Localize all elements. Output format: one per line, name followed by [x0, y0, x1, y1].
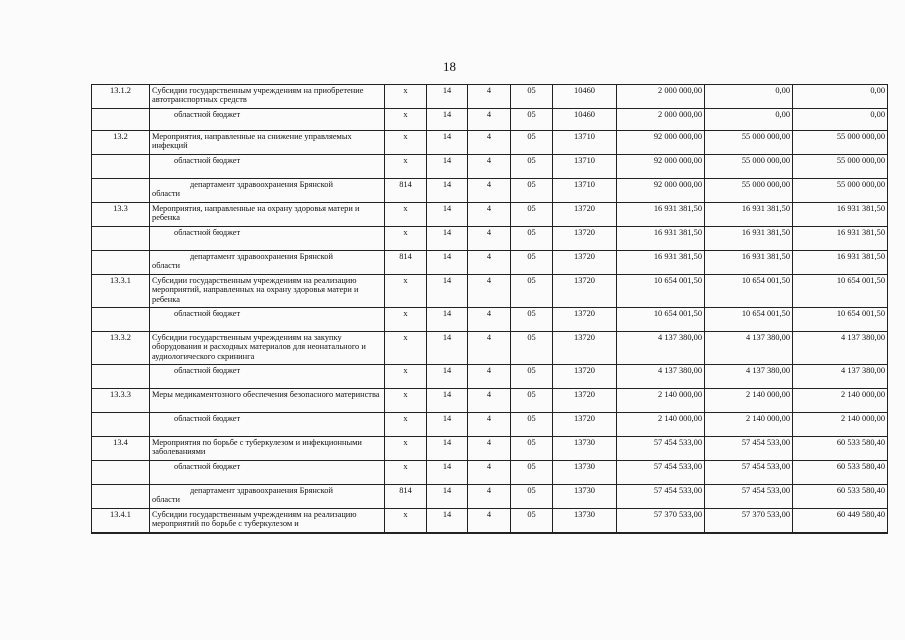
amount-year3: 4 137 380,00: [793, 365, 888, 389]
row-number: [92, 109, 150, 131]
amount-year3: 10 654 001,50: [793, 275, 888, 308]
row-name-text: областной бюджет: [174, 309, 241, 318]
subsection-code: 4: [468, 109, 511, 131]
kvsr-code: x: [385, 332, 427, 365]
table-row: [92, 509, 888, 534]
row-name: [150, 413, 385, 437]
row-name: [150, 85, 385, 109]
kvsr-code: x: [385, 109, 427, 131]
row-number: [92, 365, 150, 389]
amount-year3: 60 533 580,40: [793, 461, 888, 485]
row-name: [150, 332, 385, 365]
target-code: 05: [511, 413, 553, 437]
expense-code: 13720: [553, 332, 617, 365]
amount-year3: 55 000 000,00: [793, 131, 888, 155]
amount-year2: 2 140 000,00: [705, 413, 793, 437]
subsection-code: 4: [468, 227, 511, 251]
row-name-text: Субсидии государственным учреждениям на приобретение автотранспортных средств: [152, 86, 364, 105]
subsection-code: 4: [468, 131, 511, 155]
row-number: [92, 485, 150, 509]
amount-year3: 60 533 580,40: [793, 437, 888, 461]
table-row: [92, 131, 888, 155]
row-name-text: Субсидии государственным учреждениям на реализацию мероприятий по борьбе с туберкулезом и: [152, 510, 357, 529]
amount-year1: 16 931 381,50: [617, 251, 705, 275]
budget-table: [91, 84, 888, 534]
row-number: [92, 308, 150, 332]
expense-code: 13720: [553, 365, 617, 389]
amount-year2: 55 000 000,00: [705, 155, 793, 179]
target-code: 05: [511, 85, 553, 109]
kvsr-code: x: [385, 308, 427, 332]
expense-code: 13720: [553, 308, 617, 332]
amount-year1: 92 000 000,00: [617, 131, 705, 155]
row-number: 13.3: [92, 203, 150, 227]
row-name-text: областной бюджет: [174, 228, 241, 237]
subsection-code: 4: [468, 461, 511, 485]
amount-year1: 10 654 001,50: [617, 275, 705, 308]
row-name-text: областной бюджет: [174, 462, 241, 471]
table-row: [92, 365, 888, 389]
kvsr-code: x: [385, 509, 427, 534]
section-code: 14: [427, 275, 468, 308]
row-name: [150, 275, 385, 308]
section-code: 14: [427, 437, 468, 461]
section-code: 14: [427, 85, 468, 109]
kvsr-code: x: [385, 437, 427, 461]
amount-year3: 60 449 580,40: [793, 509, 888, 534]
section-code: 14: [427, 251, 468, 275]
row-name: [150, 109, 385, 131]
row-name: [150, 485, 385, 509]
amount-year1: 4 137 380,00: [617, 332, 705, 365]
page-number: 18: [443, 59, 456, 74]
target-code: 05: [511, 461, 553, 485]
row-number: 13.1.2: [92, 85, 150, 109]
section-code: 14: [427, 332, 468, 365]
kvsr-code: 814: [385, 485, 427, 509]
target-code: 05: [511, 275, 553, 308]
row-number: [92, 413, 150, 437]
subsection-code: 4: [468, 155, 511, 179]
table-row: [92, 389, 888, 413]
row-name: [150, 509, 385, 534]
row-name-tail: области: [152, 189, 180, 199]
row-name: [150, 461, 385, 485]
row-name: [150, 437, 385, 461]
subsection-code: 4: [468, 275, 511, 308]
subsection-code: 4: [468, 485, 511, 509]
section-code: 14: [427, 365, 468, 389]
amount-year1: 4 137 380,00: [617, 365, 705, 389]
table-row: [92, 227, 888, 251]
amount-year1: 2 140 000,00: [617, 413, 705, 437]
expense-code: 13710: [553, 179, 617, 203]
amount-year3: 55 000 000,00: [793, 155, 888, 179]
row-name: [150, 131, 385, 155]
amount-year1: 2 000 000,00: [617, 109, 705, 131]
amount-year2: 16 931 381,50: [705, 251, 793, 275]
subsection-code: 4: [468, 203, 511, 227]
table-row: [92, 251, 888, 275]
row-number: 13.2: [92, 131, 150, 155]
target-code: 05: [511, 389, 553, 413]
amount-year1: 16 931 381,50: [617, 203, 705, 227]
row-name-text: Мероприятия, направленные на охрану здоровья матери и ребенка: [152, 204, 360, 223]
row-name: [150, 389, 385, 413]
expense-code: 13730: [553, 485, 617, 509]
row-name: [150, 155, 385, 179]
row-number: [92, 461, 150, 485]
amount-year2: 55 000 000,00: [705, 131, 793, 155]
amount-year3: 0,00: [793, 85, 888, 109]
expense-code: 13710: [553, 131, 617, 155]
amount-year1: 2 140 000,00: [617, 389, 705, 413]
amount-year1: 57 370 533,00: [617, 509, 705, 534]
amount-year3: 4 137 380,00: [793, 332, 888, 365]
amount-year2: 10 654 001,50: [705, 308, 793, 332]
table-row: [92, 155, 888, 179]
row-name-text: Субсидии государственным учреждениям на реализацию мероприятий, направленных на охрану здоровья матери и ребенка: [152, 276, 359, 304]
amount-year1: 92 000 000,00: [617, 179, 705, 203]
amount-year2: 57 370 533,00: [705, 509, 793, 534]
section-code: 14: [427, 461, 468, 485]
row-name-text: департамент здравоохранения Брянской: [190, 180, 333, 189]
row-name-text: областной бюджет: [174, 414, 241, 423]
row-name: [150, 179, 385, 203]
section-code: 14: [427, 227, 468, 251]
table-row: [92, 461, 888, 485]
row-name-tail: области: [152, 495, 180, 505]
row-number: 13.4.1: [92, 509, 150, 534]
amount-year2: 0,00: [705, 85, 793, 109]
kvsr-code: x: [385, 413, 427, 437]
kvsr-code: x: [385, 461, 427, 485]
expense-code: 13720: [553, 389, 617, 413]
section-code: 14: [427, 389, 468, 413]
amount-year3: 55 000 000,00: [793, 179, 888, 203]
amount-year2: 16 931 381,50: [705, 227, 793, 251]
row-name: [150, 308, 385, 332]
row-name-text: Мероприятия, направленные на снижение управляемых инфекций: [152, 132, 352, 151]
kvsr-code: x: [385, 227, 427, 251]
table-row: [92, 179, 888, 203]
table-row: [92, 109, 888, 131]
section-code: 14: [427, 203, 468, 227]
subsection-code: 4: [468, 85, 511, 109]
amount-year2: 2 140 000,00: [705, 389, 793, 413]
row-name-text: областной бюджет: [174, 366, 241, 375]
subsection-code: 4: [468, 389, 511, 413]
row-name-text: областной бюджет: [174, 156, 241, 165]
target-code: 05: [511, 227, 553, 251]
subsection-code: 4: [468, 365, 511, 389]
subsection-code: 4: [468, 179, 511, 203]
row-number: [92, 227, 150, 251]
row-number: [92, 155, 150, 179]
amount-year1: 92 000 000,00: [617, 155, 705, 179]
expense-code: 13710: [553, 155, 617, 179]
table-row: [92, 308, 888, 332]
amount-year2: 4 137 380,00: [705, 332, 793, 365]
amount-year1: 57 454 533,00: [617, 485, 705, 509]
expense-code: 13730: [553, 437, 617, 461]
subsection-code: 4: [468, 509, 511, 534]
subsection-code: 4: [468, 332, 511, 365]
amount-year2: 4 137 380,00: [705, 365, 793, 389]
kvsr-code: x: [385, 155, 427, 179]
section-code: 14: [427, 155, 468, 179]
amount-year1: 2 000 000,00: [617, 85, 705, 109]
amount-year2: 57 454 533,00: [705, 437, 793, 461]
row-name-text: Субсидии государственным учреждениям на закупку оборудования и расходных материалов для неонатального и аудиологического скрининга: [152, 333, 366, 361]
amount-year2: 55 000 000,00: [705, 179, 793, 203]
row-name-text: Мероприятия по борьбе с туберкулезом и инфекционными заболеваниями: [152, 438, 362, 457]
amount-year3: 60 533 580,40: [793, 485, 888, 509]
amount-year3: 2 140 000,00: [793, 413, 888, 437]
row-name: [150, 251, 385, 275]
expense-code: 13720: [553, 227, 617, 251]
kvsr-code: 814: [385, 251, 427, 275]
section-code: 14: [427, 179, 468, 203]
subsection-code: 4: [468, 308, 511, 332]
row-name: [150, 227, 385, 251]
amount-year1: 57 454 533,00: [617, 437, 705, 461]
target-code: 05: [511, 203, 553, 227]
table-row: [92, 485, 888, 509]
amount-year1: 57 454 533,00: [617, 461, 705, 485]
kvsr-code: x: [385, 389, 427, 413]
target-code: 05: [511, 251, 553, 275]
target-code: 05: [511, 308, 553, 332]
table-row: [92, 85, 888, 109]
kvsr-code: 814: [385, 179, 427, 203]
table-row: [92, 413, 888, 437]
section-code: 14: [427, 485, 468, 509]
expense-code: 13720: [553, 413, 617, 437]
amount-year3: 0,00: [793, 109, 888, 131]
target-code: 05: [511, 509, 553, 534]
section-code: 14: [427, 131, 468, 155]
amount-year3: 16 931 381,50: [793, 203, 888, 227]
row-name: [150, 365, 385, 389]
expense-code: 13720: [553, 251, 617, 275]
section-code: 14: [427, 308, 468, 332]
target-code: 05: [511, 131, 553, 155]
row-name: [150, 203, 385, 227]
expense-code: 13720: [553, 203, 617, 227]
row-name-text: областной бюджет: [174, 110, 241, 119]
target-code: 05: [511, 109, 553, 131]
row-name-text: департамент здравоохранения Брянской: [190, 486, 333, 495]
row-number: [92, 179, 150, 203]
expense-code: 13730: [553, 461, 617, 485]
subsection-code: 4: [468, 251, 511, 275]
table-row: [92, 275, 888, 308]
kvsr-code: x: [385, 365, 427, 389]
amount-year2: 0,00: [705, 109, 793, 131]
row-number: 13.3.2: [92, 332, 150, 365]
subsection-code: 4: [468, 437, 511, 461]
expense-code: 10460: [553, 109, 617, 131]
table-row: [92, 437, 888, 461]
target-code: 05: [511, 155, 553, 179]
section-code: 14: [427, 509, 468, 534]
amount-year3: 16 931 381,50: [793, 227, 888, 251]
kvsr-code: x: [385, 275, 427, 308]
target-code: 05: [511, 365, 553, 389]
amount-year1: 10 654 001,50: [617, 308, 705, 332]
expense-code: 13720: [553, 275, 617, 308]
amount-year3: 16 931 381,50: [793, 251, 888, 275]
row-number: 13.3.1: [92, 275, 150, 308]
table-row: [92, 203, 888, 227]
row-name-text: департамент здравоохранения Брянской: [190, 252, 333, 261]
section-code: 14: [427, 109, 468, 131]
table-row: [92, 332, 888, 365]
amount-year1: 16 931 381,50: [617, 227, 705, 251]
row-number: [92, 251, 150, 275]
expense-code: 13730: [553, 509, 617, 534]
amount-year2: 57 454 533,00: [705, 461, 793, 485]
target-code: 05: [511, 332, 553, 365]
section-code: 14: [427, 413, 468, 437]
row-number: 13.3.3: [92, 389, 150, 413]
kvsr-code: x: [385, 131, 427, 155]
target-code: 05: [511, 437, 553, 461]
kvsr-code: x: [385, 85, 427, 109]
amount-year2: 16 931 381,50: [705, 203, 793, 227]
row-name-text: Меры медикаментозного обеспечения безопасного материнства: [152, 390, 380, 399]
kvsr-code: x: [385, 203, 427, 227]
amount-year3: 10 654 001,50: [793, 308, 888, 332]
target-code: 05: [511, 179, 553, 203]
amount-year3: 2 140 000,00: [793, 389, 888, 413]
row-name-tail: области: [152, 261, 180, 271]
row-number: 13.4: [92, 437, 150, 461]
target-code: 05: [511, 485, 553, 509]
subsection-code: 4: [468, 413, 511, 437]
amount-year2: 10 654 001,50: [705, 275, 793, 308]
expense-code: 10460: [553, 85, 617, 109]
amount-year2: 57 454 533,00: [705, 485, 793, 509]
